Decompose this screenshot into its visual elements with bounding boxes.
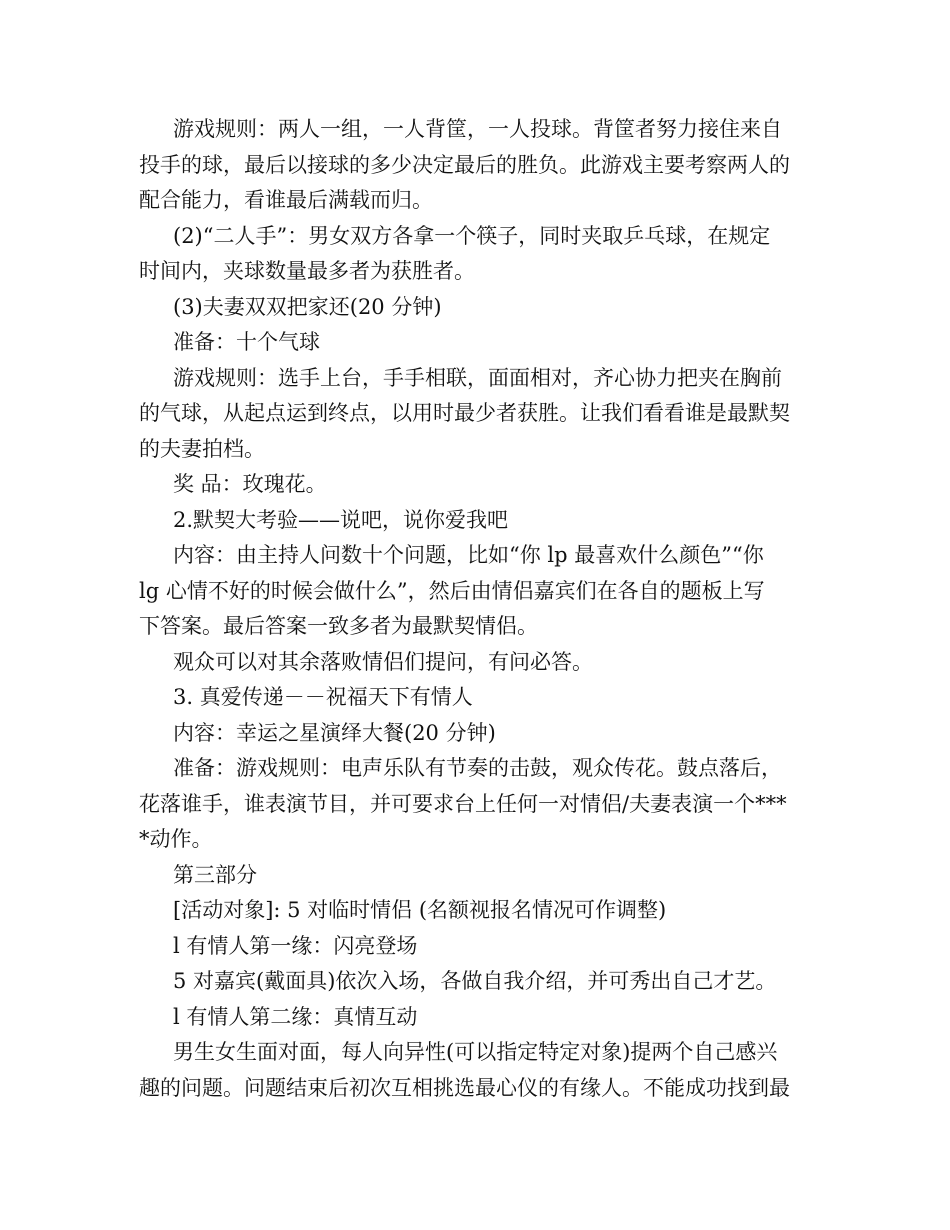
paragraph (139, 467, 815, 503)
paragraph (139, 361, 815, 468)
text-line: 投手的球，最后以接球的多少决定最后的胜负。此游戏主要考察两人的 (139, 152, 790, 177)
text-line: 花落谁手，谁表演节目，并可要求台上任何一对情侣/夫妻表演一个*** (139, 791, 787, 816)
paragraph (139, 858, 815, 894)
paragraph (139, 680, 815, 716)
paragraph (139, 1000, 815, 1036)
text-line: 奖 品：玫瑰花。 (173, 472, 327, 496)
text-line: lg 心情不好的时候会做什么”，然后由情侣嘉宾们在各自的题板上写 (139, 578, 765, 603)
text-line: l 有情人第二缘：真情互动 (173, 1004, 418, 1029)
text-line: 5 对嘉宾(戴面具)依次入场，各做自我介绍，并可秀出自己才艺。 (173, 969, 777, 993)
text-line: 下答案。最后答案一致多者为最默契情侣。 (139, 614, 538, 638)
text-line: 的夫妻拍档。 (139, 436, 265, 461)
text-line: [活动对象]: 5 对临时情侣 (名额视报名情况可作调整) (173, 898, 667, 922)
text-line: 内容：幸运之星演绎大餐(20 分钟) (173, 720, 496, 745)
text-line: 第三部分 (173, 862, 257, 887)
text-line: 准备：十个气球 (173, 330, 320, 354)
text-line: 游戏规则：两人一组，一人背筐，一人投球。背筐者努力接住来自 (173, 117, 782, 141)
text-line: 3. 真爱传递－－祝福天下有情人 (173, 685, 473, 709)
paragraph (139, 716, 815, 752)
text-line: 游戏规则：选手上台，手手相联，面面相对，齐心协力把夹在胸前 (173, 365, 782, 390)
text-line: (3)夫妻双双把家还(20 分钟) (173, 294, 442, 319)
text-line: *动作。 (139, 827, 213, 851)
text-line: (2)“二人手”：男女双方各拿一个筷子，同时夹取乒乓球，在规定 (173, 223, 771, 248)
paragraph (139, 751, 815, 858)
text-line: 准备：游戏规则：电声乐队有节奏的击鼓，观众传花。鼓点落后， (173, 756, 782, 780)
text-line: 内容：由主持人问数十个问题，比如“你 lp 最喜欢什么颜色”“你 (173, 543, 764, 567)
text-line: l 有情人第一缘：闪亮登场 (173, 933, 418, 958)
text-line: 配合能力，看谁最后满载而归。 (139, 188, 433, 212)
paragraph (139, 645, 815, 681)
paragraph (139, 964, 815, 1000)
paragraph (139, 1035, 815, 1106)
paragraph (139, 325, 815, 361)
paragraph (139, 538, 815, 645)
document-page (139, 112, 815, 1106)
paragraph (139, 219, 815, 290)
text-line: 趣的问题。问题结束后初次互相挑选最心仪的有缘人。不能成功找到最 (139, 1075, 790, 1100)
text-line: 观众可以对其余落败情侣们提问，有问必答。 (173, 649, 593, 674)
paragraph (139, 290, 815, 326)
text-line: 时间内，夹球数量最多者为获胜者。 (139, 259, 475, 283)
paragraph (139, 893, 815, 929)
paragraph (139, 929, 815, 965)
paragraph (139, 503, 815, 539)
text-line: 男生女生面对面，每人向异性(可以指定特定对象)提两个自己感兴 (173, 1040, 778, 1064)
text-line: 的气球，从起点运到终点，以用时最少者获胜。让我们看看谁是最默契 (139, 401, 790, 425)
text-line: 2.默契大考验——说吧，说你爱我吧 (173, 507, 509, 532)
paragraph (139, 112, 815, 219)
